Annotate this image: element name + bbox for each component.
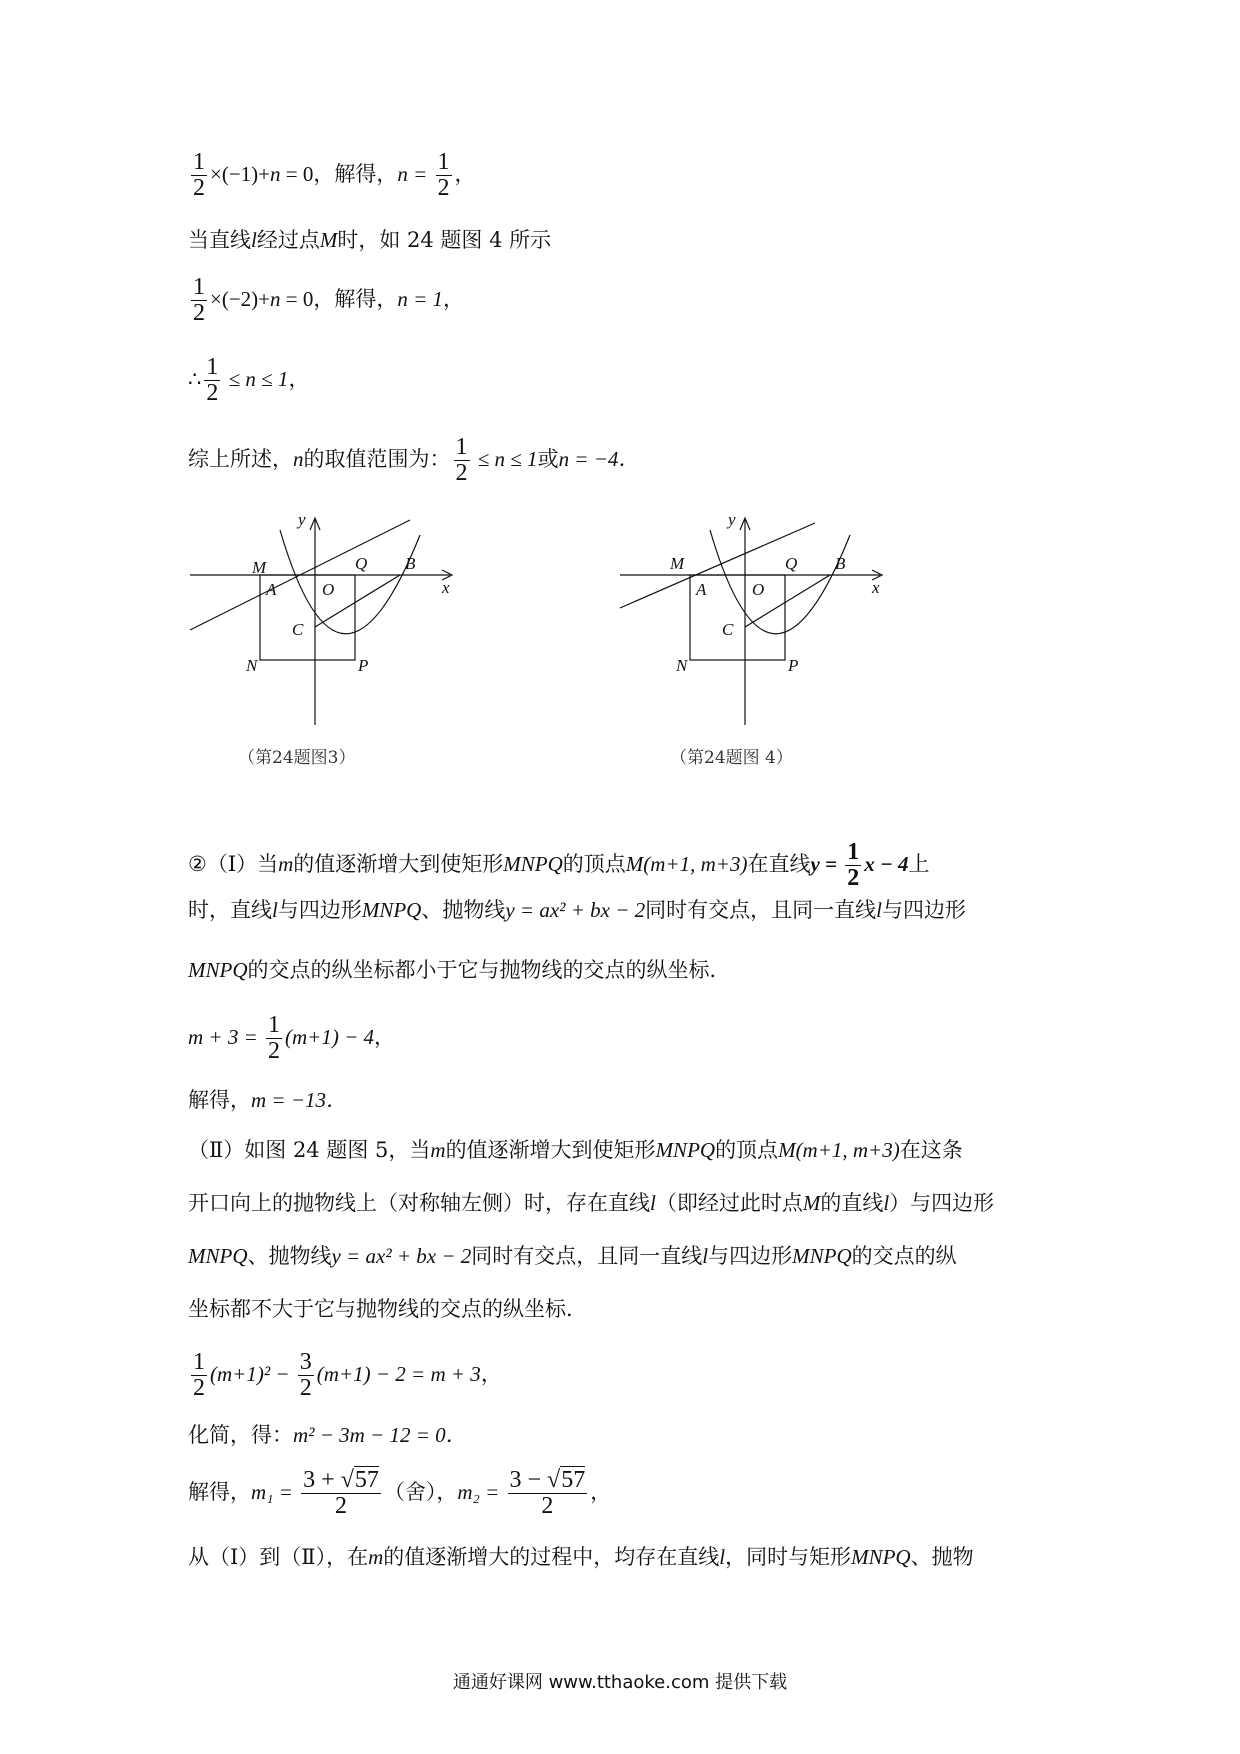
line-1: $\frac{1}{2}$ ×(−1)+n = 0，解得，n = $\frac{1}{2}$ ， — [193, 149, 476, 202]
para-6: （Ⅱ）如图 24 题图 5，当m的值逐渐增大到使矩形MNPQ的顶点M(m+1, m+3)在这条 — [188, 1138, 963, 1162]
label-N: N — [246, 656, 258, 675]
para-9: 坐标都不大于它与抛物线的交点的纵坐标． — [188, 1297, 587, 1321]
figure-4-caption: （第24题图 4） — [670, 748, 793, 768]
line-4: ∴ $\frac{1}{2}$ ≤ n ≤ 1， — [188, 354, 310, 407]
line-3: $\frac{1}{2}$ ×(−2)+n = 0，解得，n = 1， — [193, 274, 465, 327]
fraction: $\frac{1}{2}$ — [193, 274, 205, 327]
figure-4 — [620, 518, 882, 725]
label-O: O — [322, 580, 335, 599]
fraction: $\frac{3 + √57}{2}$ — [303, 1467, 379, 1520]
fraction: $\frac{3}{2}$ — [299, 1349, 312, 1402]
para-2: 时，直线l与四边形MNPQ、抛物线y = ax² + bx − 2同时有交点，且同一直线l与四边形 — [188, 898, 966, 922]
label-C: C — [722, 620, 734, 639]
fraction: $\frac{1}{2}$ — [847, 839, 860, 892]
label-M: M — [252, 558, 267, 577]
figure-3-caption: （第24题图3） — [238, 748, 356, 768]
label-A: A — [696, 580, 707, 599]
fraction: $\frac{1}{2}$ — [206, 354, 219, 407]
fraction: $\frac{1}{2}$ — [193, 1349, 205, 1402]
fraction: $\frac{1}{2}$ — [268, 1012, 281, 1065]
fraction: $\frac{3 - √57}{2}$ — [509, 1467, 586, 1520]
label-x: x — [442, 578, 450, 597]
label-A: A — [266, 580, 277, 599]
label-M: M — [670, 554, 685, 573]
para-11: 化简，得：m² − 3m − 12 = 0． — [188, 1423, 467, 1447]
line-2: 当直线l经过点M时，如 24 题图 4 所示 — [188, 228, 552, 252]
label-y: y — [728, 510, 736, 529]
fraction: $\frac{1}{2}$ — [455, 434, 468, 487]
label-N: N — [676, 656, 688, 675]
para-13: 从（Ⅰ）到（Ⅱ），在m的值逐渐增大的过程中，均存在直线l，同时与矩形MNPQ、抛物 — [188, 1545, 974, 1569]
para-3: MNPQ的交点的纵坐标都小于它与抛物线的交点的纵坐标． — [188, 958, 731, 982]
para-4: m + 3 = $\frac{1}{2}$ (m+1) − 4， — [188, 1012, 396, 1065]
label-O: O — [752, 580, 765, 599]
page-footer: 通通好课网 www.tthaoke.com 提供下载 — [452, 1672, 788, 1693]
line-5: 综上所述，n的取值范围为： $\frac{1}{2}$ ≤ n ≤ 1或n = −4． — [188, 434, 640, 487]
para-8: MNPQ、抛物线y = ax² + bx − 2同时有交点，且同一直线l与四边形MNPQ的交点的纵 — [188, 1244, 957, 1268]
para-12: 解得，m₁ = $\frac{3 + √57}{2}$ （舍），m₂ = $\frac{3 - √57}{2}$ ， — [188, 1467, 612, 1520]
label-C: C — [292, 620, 304, 639]
label-B: B — [405, 554, 416, 573]
label-x: x — [872, 578, 880, 597]
fraction: $\frac{1}{2}$ — [193, 149, 205, 202]
para-10: $\frac{1}{2}$ (m+1)² − $\frac{3}{2}$ (m+1) − 2 = m + 3， — [193, 1349, 502, 1402]
label-Q: Q — [355, 554, 368, 573]
figures — [180, 505, 900, 790]
label-Q: Q — [785, 554, 798, 573]
label-P: P — [358, 656, 369, 675]
fraction: $\frac{1}{2}$ — [437, 149, 450, 202]
label-y: y — [298, 510, 306, 529]
label-P: P — [788, 656, 799, 675]
figure-3 — [190, 518, 452, 725]
para-1: ②（Ⅰ）当m的值逐渐增大到使矩形MNPQ的顶点M(m+1, m+3)在直线y = $\frac{1}{2}$ x − 4上 — [188, 839, 930, 892]
para-7: 开口向上的抛物线上（对称轴左侧）时，存在直线l（即经过此时点M的直线l）与四边形 — [188, 1191, 995, 1215]
para-5: 解得，m = −13． — [188, 1088, 348, 1112]
label-B: B — [835, 554, 846, 573]
